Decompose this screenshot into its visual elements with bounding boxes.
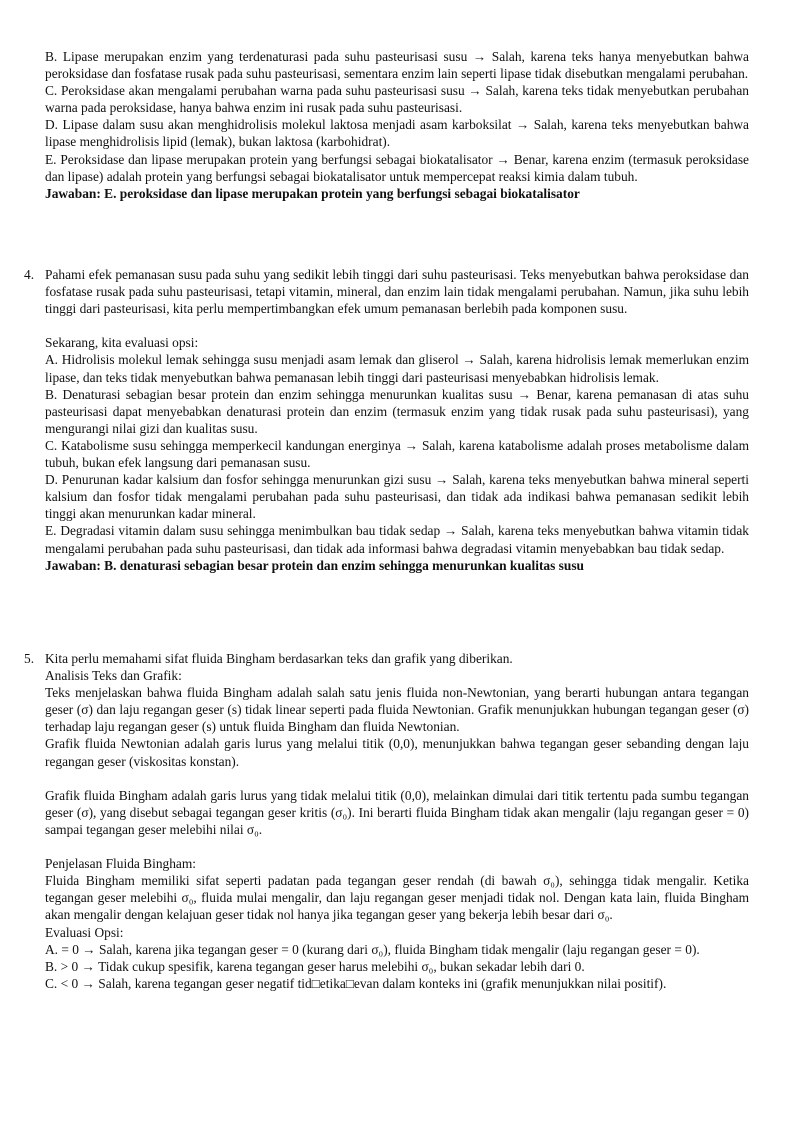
item-4-eval-heading: Sekarang, kita evaluasi opsi: [45, 335, 199, 351]
item-5-intro: Kita perlu memahami sifat fluida Bingham berdasarkan teks dan grafik yang diberikan. [45, 651, 513, 666]
item-5-analysis-text-1: Teks menjelaskan bahwa fluida Bingham adalah salah satu jenis fluida non-Newtonian, yang berarti hubungan antara tegangan geser (σ) dan laju regangan geser (s) tidak linear seperti pada fluida Newtonian. Grafik menunjukkan hubungan tegangan geser (σ) terhadap laju regangan geser (s) untuk fluida Bingham dan fluida Newtonian. [45, 685, 749, 735]
item-5-explain-text: Fluida Bingham memiliki sifat seperti padatan pada tegangan geser rendah (di bawah σ₀), sehingga tidak mengalir. Ketika tegangan geser melebihi σ₀, fluida mulai mengalir, dan laju regangan geser menjadi tidak nol. Dengan kata lain, fluida Bingham akan mengalir dengan kelajuan geser tidak nol hanya jika tegangan geser yang bekerja lebih besar dari σ₀. [45, 873, 749, 923]
item-5-section [45, 650, 749, 992]
item-5-explain-heading: Penjelasan Fluida Bingham: [45, 856, 196, 872]
item-5-number: 5. [24, 651, 35, 666]
item-4-option-d: D. Penurunan kadar kalsium dan fosfor sehingga menurunkan gizi susu → Salah, karena teks menyebutkan bahwa mineral seperti kalsium dan fosfor tidak mengalami perubahan pada suhu pasteurisasi, dan tidak ada indikasi bahwa pemanasan sedikit lebih tinggi akan menurunkan kadar mineral. [45, 472, 749, 522]
item-4-answer: Jawaban: B. denaturasi sebagian besar protein dan enzim sehingga menurunkan kualitas susu [45, 557, 584, 573]
item-3-option-c: C. Peroksidase akan mengalami perubahan warna pada suhu pasteurisasi susu → Salah, karena teks tidak menyebutkan perubahan warna pada peroksidase, hanya bahwa enzim ini rusak pada suhu pasteurisasi. [45, 83, 749, 116]
item-4-intro: Pahami efek pemanasan susu pada suhu yang sedikit lebih tinggi dari suhu pasteurisasi. Teks menyebutkan bahwa peroksidase dan fosfatase rusak pada suhu pasteurisasi, tetapi vitamin, mineral, dan enzim lain tidak mengalami perubahan. Namun, jika suhu lebih tinggi dari pasteurisasi, kita perlu mempertimbangkan efek umum pemanasan berlebih pada komponen susu. [45, 267, 749, 317]
item-4-number: 4. [24, 267, 35, 282]
item-3-section [45, 48, 749, 202]
item-4-option-b: B. Denaturasi sebagian besar protein dan enzim sehingga menurunkan kualitas susu → Benar, karena pemanasan di atas suhu pasteurisasi dapat menyebabkan denaturasi protein dan enzim (termasuk enzim yang tidak rusak pada suhu pasteurisasi), yang mengurangi nilai gizi dan kualitas susu. [45, 386, 749, 436]
item-5-eval-heading: Evaluasi Opsi: [45, 924, 124, 940]
item-3-option-e: E. Peroksidase dan lipase merupakan protein yang berfungsi sebagai biokatalisator → Benar, karena enzim (termasuk peroksidase dan lipase) adalah protein yang berfungsi sebagai biokatalisator untuk mempercepat reaksi kimia dalam tubuh. [45, 151, 749, 184]
item-4-section [45, 266, 749, 574]
item-5-option-a: A. = 0 → Salah, karena jika tegangan geser = 0 (kurang dari σ₀), fluida Bingham tidak mengalir (laju regangan geser = 0). [45, 941, 700, 957]
item-4-option-a: A. Hidrolisis molekul lemak sehingga susu menjadi asam lemak dan gliserol → Salah, karena hidrolisis lemak memerlukan enzim lipase, dan teks tidak menyebutkan bahwa pemanasan lebih tinggi dari pasteurisasi menyebabkan hidrolisis lemak. [45, 352, 749, 385]
item-5-analysis-text-3: Grafik fluida Bingham adalah garis lurus yang tidak melalui titik (0,0), melainkan dimulai dari titik tertentu pada sumbu tegangan geser (σ), yang disebut sebagai tegangan geser kritis (σ₀). Ini berarti fluida Bingham tidak akan mengalir (laju regangan geser = 0) sampai tegangan geser melebihi nilai σ₀. [45, 787, 749, 837]
item-3-answer: Jawaban: E. peroksidase dan lipase merupakan protein yang berfungsi sebagai biokatalisator [45, 185, 580, 201]
item-5-analysis-text-2: Grafik fluida Newtonian adalah garis lurus yang melalui titik (0,0), menunjukkan bahwa tegangan geser sebanding dengan laju regangan geser (viskositas konstan). [45, 736, 749, 769]
item-4-option-e: E. Degradasi vitamin dalam susu sehingga menimbulkan bau tidak sedap → Salah, karena teks menyebutkan bahwa vitamin tidak mengalami perubahan pada suhu pasteurisasi, dan tidak ada informasi bahwa degradasi vitamin menyebabkan bau tidak sedap. [45, 523, 749, 556]
item-4-option-c: C. Katabolisme susu sehingga memperkecil kandungan energinya → Salah, karena katabolisme adalah proses metabolisme dalam tubuh, bukan efek langsung dari pemanasan susu. [45, 437, 749, 471]
item-3-option-b: B. Lipase merupakan enzim yang terdenaturasi pada suhu pasteurisasi susu → Salah, karena teks hanya menyebutkan bahwa peroksidase dan fosfatase rusak pada suhu pasteurisasi, sementara enzim lain seperti lipase tidak disebutkan mengalami perubahan. [45, 49, 749, 82]
item-5-analysis-heading: Analisis Teks dan Grafik: [45, 668, 182, 684]
item-5-option-b: B. > 0 → Tidak cukup spesifik, karena tegangan geser harus melebihi σ₀, bukan sekadar lebih dari 0. [45, 958, 585, 974]
item-3-option-d: D. Lipase dalam susu akan menghidrolisis molekul laktosa menjadi asam karboksilat → Salah, karena teks menyebutkan bahwa lipase menghidrolisis lipid (lemak), bukan laktosa (karbohidrat). [45, 117, 749, 150]
item-5-option-c: C. < 0 → Salah, karena tegangan geser negatif tid□etika□evan dalam konteks ini (grafik menunjukkan nilai positif). [45, 975, 667, 991]
